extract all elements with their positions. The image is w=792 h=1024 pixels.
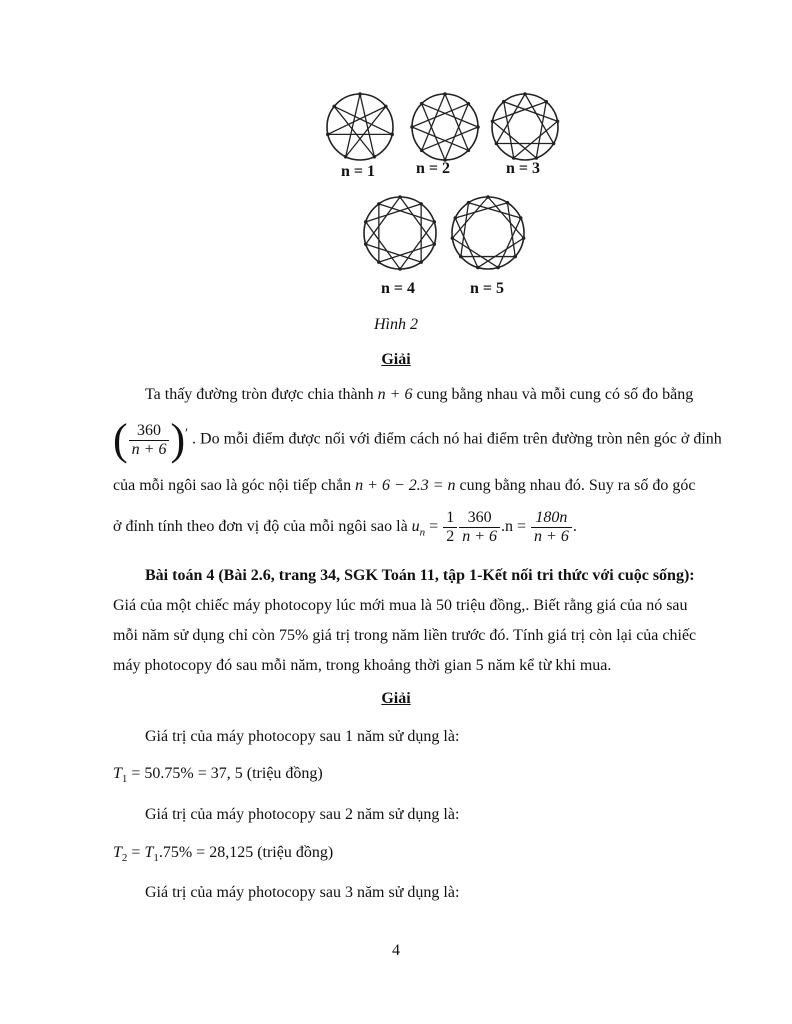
expr-arc-count: n + 6 − 2.3 = n	[355, 477, 456, 494]
star-vertex	[502, 100, 506, 104]
figure-label: Hình 2	[374, 316, 418, 333]
star-vertex	[495, 142, 499, 146]
solution-line-4: ở đỉnh tính theo đơn vị độ của mỗi ngôi sao là $u_n$ = $\frac{1}{2}$ $\frac{360}{n + 6}$ .n = $\frac{180n}{n + 6}$ .	[113, 509, 577, 545]
star-vertex	[451, 236, 455, 240]
star-figure-n1	[315, 92, 405, 162]
star-vertex	[544, 100, 548, 104]
caption-n2: n = 2	[415, 160, 450, 177]
star-vertex	[453, 216, 457, 220]
star-vertex	[522, 236, 526, 240]
star-vertex	[476, 266, 480, 270]
caption-n5: n = 5	[469, 280, 504, 297]
star-vertex	[496, 266, 500, 270]
solution-heading: Giải	[381, 351, 411, 368]
star-vertex	[358, 92, 362, 96]
star-svg	[443, 193, 533, 273]
star-svg	[355, 193, 445, 273]
fraction-360: $\frac{360}{n + 6}$	[129, 422, 170, 459]
star-vertex	[364, 220, 368, 224]
star-vertex	[364, 242, 368, 246]
star-vertex	[432, 242, 436, 246]
page-number: 4	[392, 942, 400, 959]
expr-n-plus-6: n + 6	[377, 386, 413, 403]
star-vertex	[486, 195, 490, 199]
problem-4-line-2: mỗi năm sử dụng chỉ còn 75% giá trị trong năm liền trước đó. Tính giá trị còn lại của chiếc	[113, 627, 697, 644]
star-vertex	[398, 267, 402, 271]
fraction-360-over: $\frac{360}{n + 6}$	[459, 509, 500, 546]
star-svg	[480, 92, 570, 162]
star-vertex	[552, 142, 556, 146]
problem-4-title: Bài toán 4 (Bài 2.6, trang 34, SGK Toán 11, tập 1-Kết nối tri thức với cuộc sống):	[145, 567, 695, 584]
star-chord	[504, 102, 514, 158]
solution-2-step-2: Giá trị của máy photocopy sau 2 năm sử dụng là:	[145, 806, 460, 823]
problem-4-line-1: Giá của một chiếc máy photocopy lúc mới mua là 50 triệu đồng,. Biết rằng giá của nó sau	[113, 597, 688, 614]
star-vertex	[419, 260, 423, 264]
solution-line-2: ( $\frac{360}{n + 6}$ )′ . Do mỗi điểm được nối với điểm cách nó hai điểm trên đường tròn nên góc ở đỉnh	[113, 415, 722, 464]
star-vertex	[377, 260, 381, 264]
star-vertex	[459, 255, 463, 259]
star-vertex	[420, 102, 424, 106]
solution-line-3: của mỗi ngôi sao là góc nội tiếp chắn n + 6 − 2.3 = n cung bằng nhau đó. Suy ra số đo góc	[113, 477, 696, 494]
star-svg	[315, 92, 405, 162]
star-figure-n3	[480, 92, 570, 162]
equation-t1: $T_1 = 50.75\% = 37$, 5 (triệu đồng)	[113, 765, 323, 786]
caption-n3: n = 3	[505, 160, 540, 177]
star-circle	[492, 94, 558, 160]
star-vertex	[384, 105, 388, 109]
solution-2-step-3: Giá trị của máy photocopy sau 3 năm sử dụng là:	[145, 884, 460, 901]
star-circle	[364, 197, 436, 269]
star-vertex	[419, 202, 423, 206]
star-figure-n2	[400, 92, 490, 162]
star-vertex	[556, 119, 560, 123]
solution-2-step-1: Giá trị của máy photocopy sau 1 năm sử dụng là:	[145, 728, 460, 745]
star-vertex	[467, 102, 471, 106]
star-vertex	[398, 195, 402, 199]
caption-n4: n = 4	[380, 280, 415, 297]
problem-4-line-3: máy photocopy đó sau mỗi năm, trong khoảng thời gian 5 năm kể từ khi mua.	[113, 657, 612, 674]
star-vertex	[513, 255, 517, 259]
star-vertex	[467, 149, 471, 153]
caption-n1: n = 1	[340, 163, 375, 180]
star-vertex	[420, 149, 424, 153]
star-vertex	[432, 220, 436, 224]
star-figure-n5	[443, 193, 533, 273]
star-vertex	[519, 216, 523, 220]
star-vertex	[390, 133, 394, 137]
solution-line-1: Ta thấy đường tròn được chia thành n + 6 cung bằng nhau và mỗi cung có số đo bằng	[145, 386, 694, 403]
star-vertex	[491, 119, 495, 123]
star-vertex	[326, 133, 330, 137]
star-vertex	[523, 92, 527, 96]
fraction-half: $\frac{1}{2}$	[443, 509, 457, 546]
equation-t2: $T_2 = T_1.75\% = 28,125$ (triệu đồng)	[113, 844, 334, 865]
star-circle	[327, 94, 393, 160]
solution-2-heading: Giải	[381, 690, 411, 707]
star-vertex	[410, 125, 414, 129]
fraction-180n: $\frac{180n}{n + 6}$	[531, 509, 572, 546]
star-chord	[536, 102, 546, 158]
star-svg	[400, 92, 490, 162]
star-vertex	[373, 155, 377, 159]
star-vertex	[332, 105, 336, 109]
star-vertex	[344, 155, 348, 159]
star-vertex	[377, 202, 381, 206]
star-figure-n4	[355, 193, 445, 273]
star-vertex	[467, 201, 471, 205]
star-vertex	[443, 92, 447, 96]
star-vertex	[506, 201, 510, 205]
